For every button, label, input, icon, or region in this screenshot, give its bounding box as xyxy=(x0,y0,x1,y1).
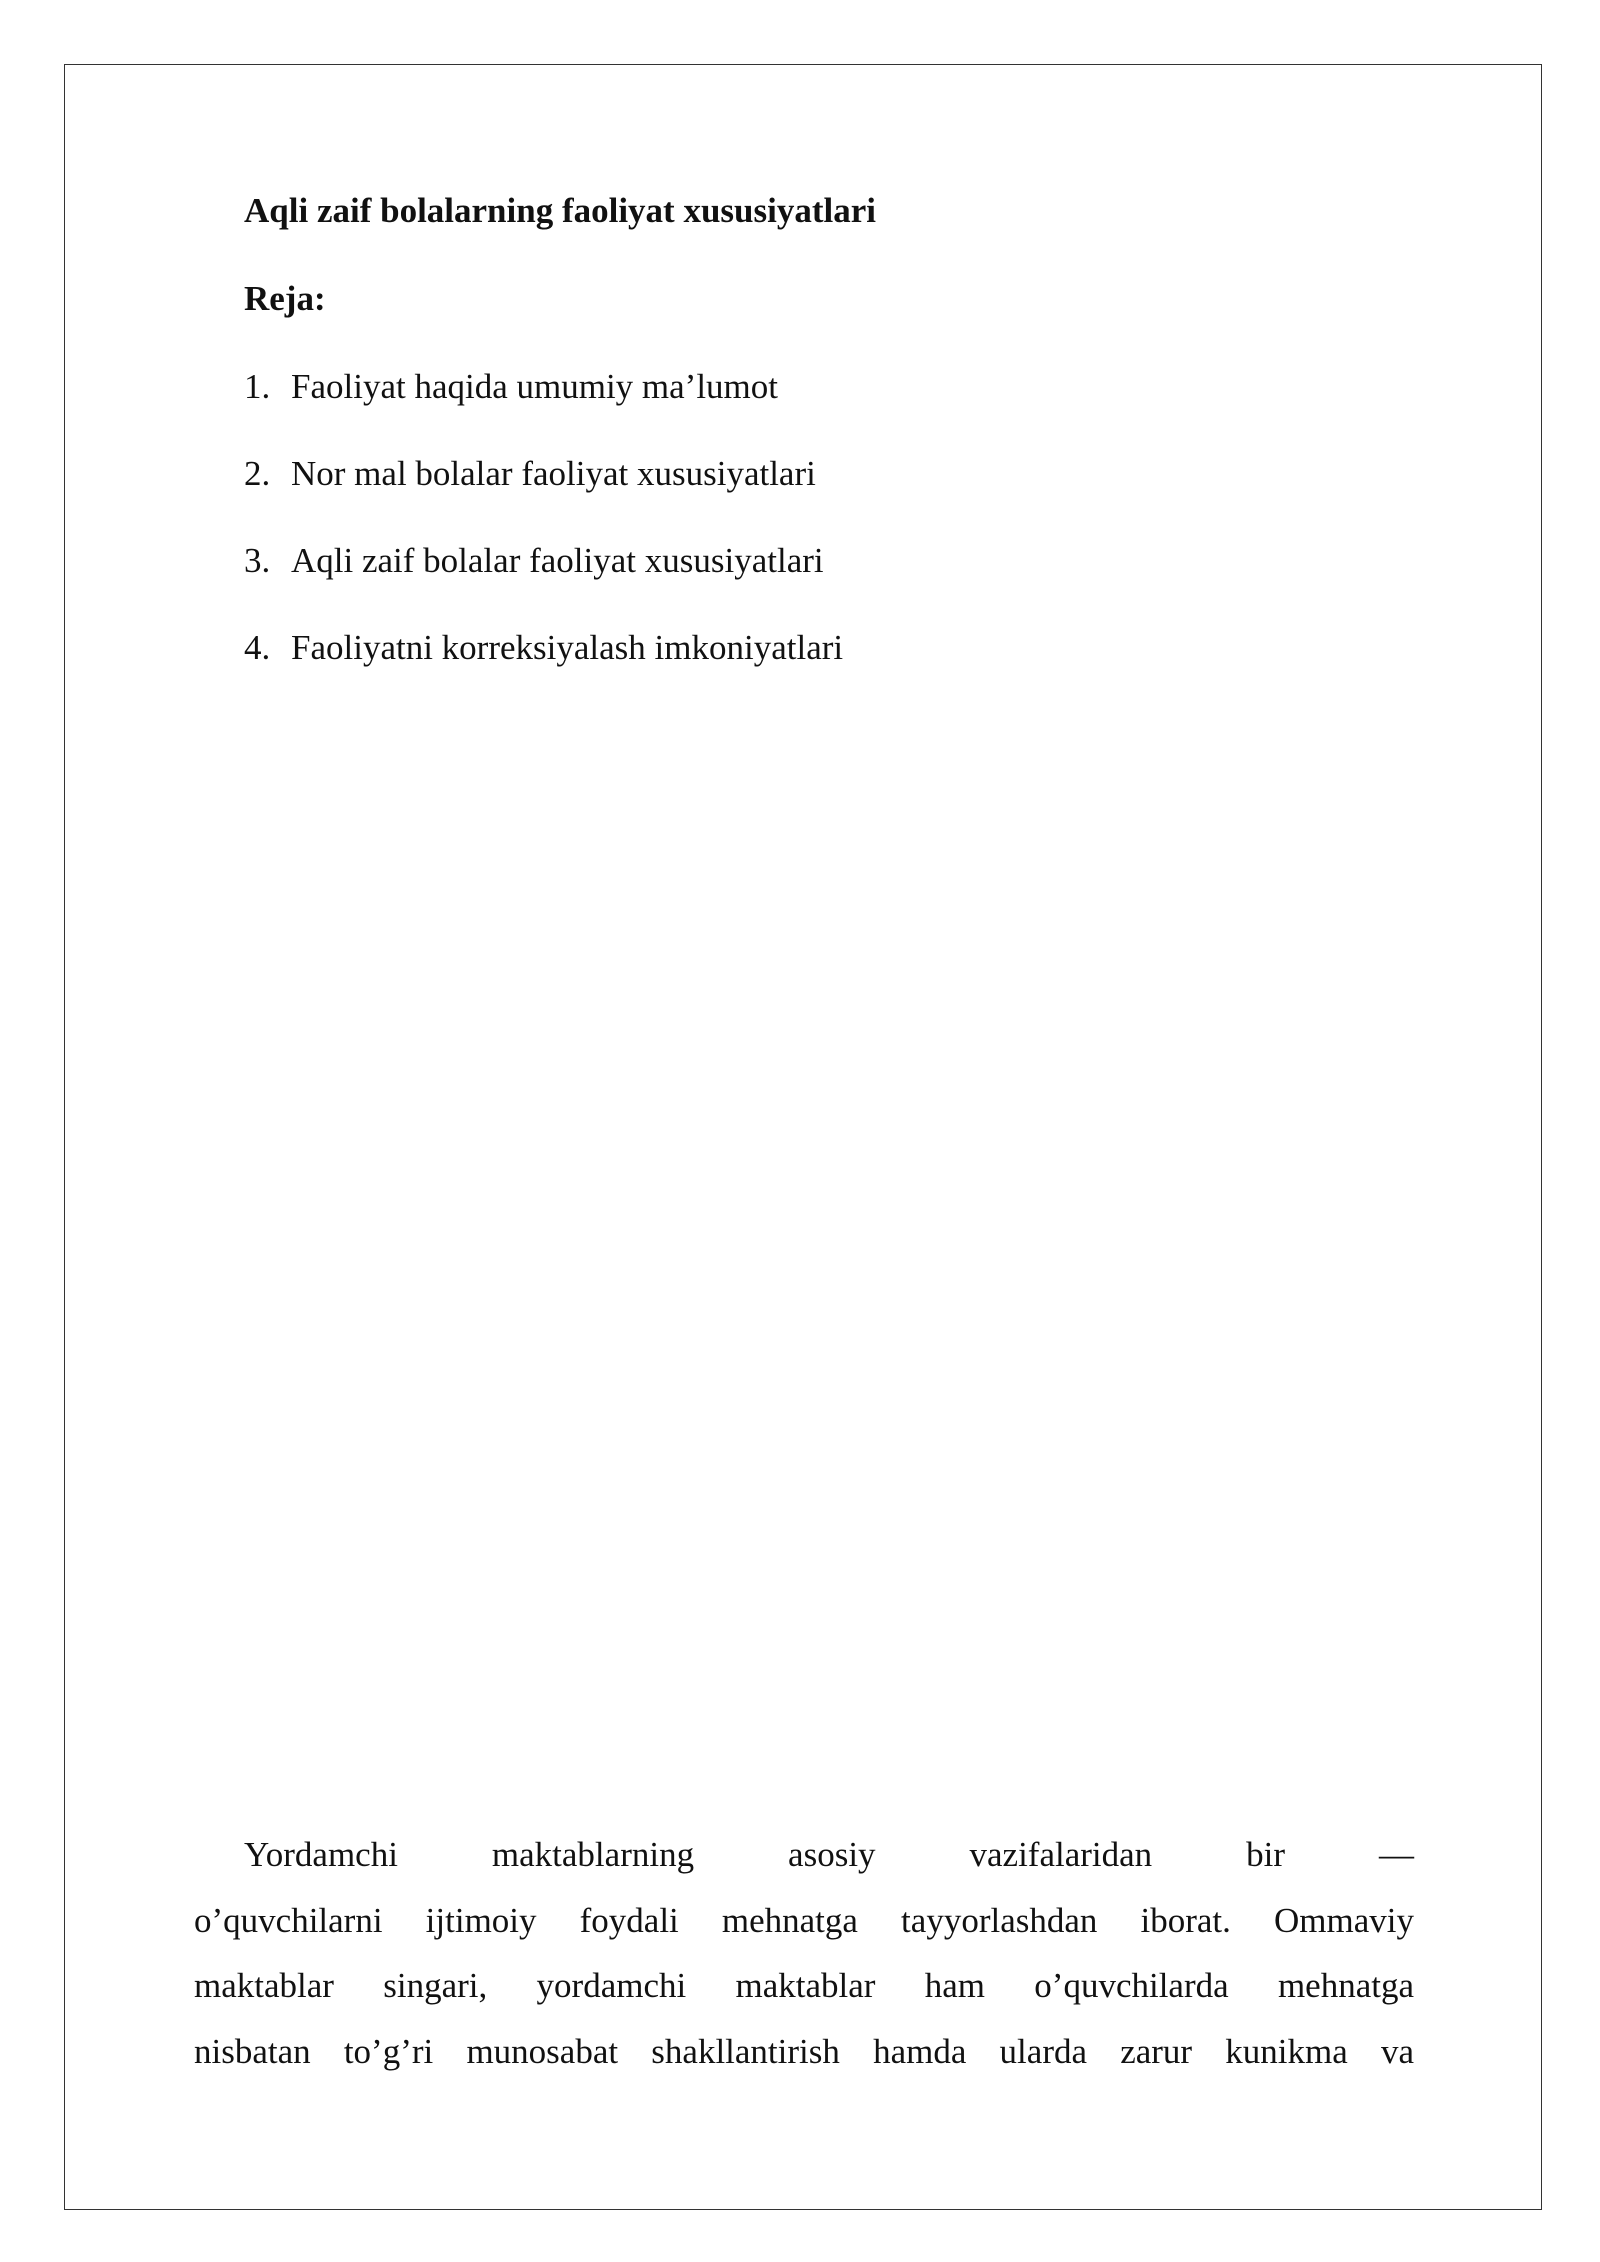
plan-item xyxy=(244,630,843,717)
plan-item-number: 2. xyxy=(244,454,271,493)
body-line: maktablar singari, yordamchi maktablar ham o’quvchilarda mehnatga xyxy=(194,1966,1414,2005)
plan-item xyxy=(244,456,843,543)
plan-item xyxy=(244,543,843,630)
body-paragraph xyxy=(194,1822,1414,2084)
plan-item-number: 1. xyxy=(244,367,271,406)
plan-item-number: 3. xyxy=(244,541,271,580)
plan-item-text: Aqli zaif bolalar faoliyat xususiyatlari xyxy=(291,541,824,580)
plan-item-number: 4. xyxy=(244,628,271,667)
plan-item-text: Faoliyatni korreksiyalash imkoniyatlari xyxy=(291,628,844,667)
plan-list xyxy=(244,369,843,717)
body-line: Yordamchi maktablarning asosiy vazifalaridan bir — xyxy=(244,1835,1414,1874)
plan-heading: Reja: xyxy=(244,279,326,318)
plan-item-text: Faoliyat haqida umumiy ma’lumot xyxy=(291,367,779,406)
body-line: nisbatan to’g’ri munosabat shakllantirish hamda ularda zarur kunikma va xyxy=(194,2031,1414,2071)
plan-item xyxy=(244,369,843,456)
body-line: o’quvchilarni ijtimoiy foydali mehnatga tayyorlashdan iborat. Ommaviy xyxy=(194,1900,1414,1940)
document-title: Aqli zaif bolalarning faoliyat xususiyatlari xyxy=(244,191,876,230)
plan-item-text: Nor mal bolalar faoliyat xususiyatlari xyxy=(291,454,816,493)
